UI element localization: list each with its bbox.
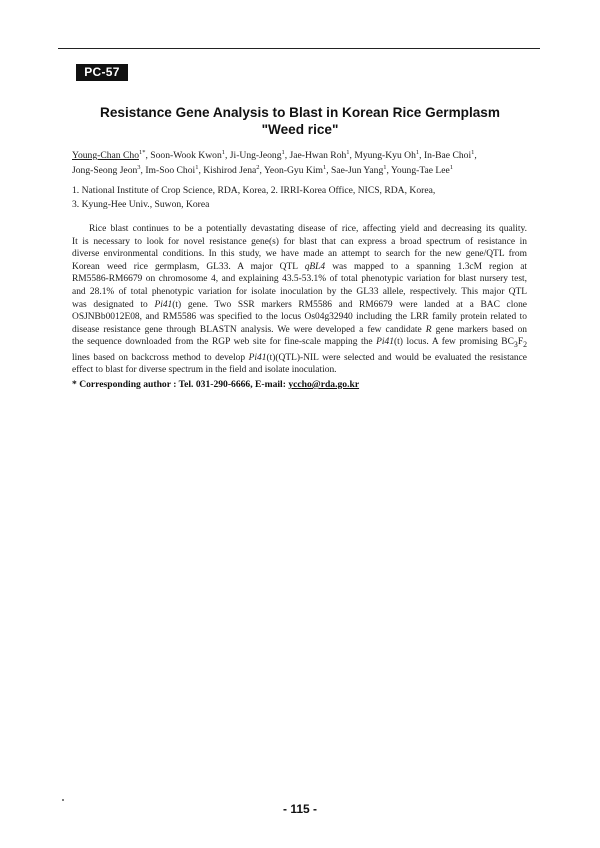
- author: In-Bae Choi$^1$: [423, 148, 475, 161]
- gene-symbol: R: [425, 324, 432, 335]
- author: Jong-Seong Jeon$^3$: [72, 163, 141, 176]
- abstract-line: the sequence downloaded from the RGP web site for fine-scale mapping the Pi41(t) locus. A few promising $BC_3F_2$: [72, 337, 527, 350]
- gene-name: Pi41: [248, 352, 267, 363]
- author: Soon-Wook Kwon$^1$: [150, 148, 225, 161]
- author: Im-Soo Choi$^1$: [145, 163, 199, 176]
- author: Sae-Jun Yang$^1$: [331, 163, 387, 176]
- top-rule: [58, 48, 540, 49]
- abstract-line: Korean weed rice germplasm, GL33. A major QTL qBL4 was mapped to a spanning 1.3cM region at: [72, 261, 528, 272]
- abstract-line: disease resistance gene through BLASTN analysis. We were developed a few candidate R gene markers based on: [72, 324, 528, 335]
- qtl-name: qBL4: [304, 261, 326, 272]
- abstract-body: [72, 223, 527, 377]
- abstract-line: OSJNBb0012E08, and RM5586 was specified to the locus Os04g32940 including the LRR family protein related to: [72, 312, 527, 323]
- abstract-line: RM5586-RM6679 on chromosome 4, and explaining 43.5-53.1% of total phenotypic variation for blast nursery test,: [72, 274, 527, 285]
- abstract-line: diverse environmental conditions. In this study, we have made an attempt to search for the new gene/QTL from: [72, 249, 527, 260]
- gene-name: Pi41: [376, 337, 394, 348]
- gene-name: Pi41: [154, 299, 173, 310]
- abstract-code-badge: PC-57: [76, 64, 128, 81]
- abstract-line: was designated to Pi41(t) gene. Two SSR markers RM5586 and RM6679 were landed at a BAC clone: [72, 299, 527, 310]
- author: Kishirod Jena$^2$: [203, 163, 260, 176]
- author: Yeon-Gyu Kim$^1$: [263, 163, 327, 176]
- corresponding-email[interactable]: yccho@rda.go.kr: [288, 379, 360, 390]
- author: Young-Tae Lee$^1$: [390, 163, 454, 176]
- abstract-line: effect to blast for diverse spectrum in the field and isolate inoculation.: [72, 365, 337, 376]
- author: Ji-Ung-Jeong$^1$: [229, 148, 285, 161]
- author-list: Young-Chan Cho$^{1*}$, Soon-Wook Kwon$^1$, Ji-Ung-Jeong$^1$, Jae-Hwan Roh$^1$, Myung-Kyu Oh$^1$, In-Bae Choi$^1$, Jong-Seong Jeon$^3$, Im-Soo Choi$^1$, Kishirod Jena$^2$, Yeon-Gyu Kim$^1$, Sae-Jun Yang$^1$, Young-Tae Lee$^1$: [72, 148, 477, 176]
- abstract-line: lines based on backcross method to develop Pi41(t)(QTL)-NIL were selected and would be evaluated the resistance: [72, 352, 528, 363]
- abstract-line: It is necessary to look for novel resistance gene(s) for blast that can express a broad spectrum of resistance in: [72, 236, 527, 247]
- abstract-line: and 28.1% of total phenotypic variation for isolate inoculation by the GL33 allele, respectively. This major QTL: [72, 286, 527, 297]
- author: Young-Chan Cho$^{1*}$: [72, 148, 146, 161]
- corresponding-label: * Corresponding author : Tel. 031-290-6666, E-mail:: [72, 379, 286, 390]
- title-line-2: "Weed rice": [261, 122, 339, 137]
- corresponding-author: [72, 378, 532, 392]
- title-line-1: Resistance Gene Analysis to Blast in Korean Rice Germplasm: [100, 105, 500, 120]
- author: Myung-Kyu Oh$^1$: [354, 148, 420, 161]
- page-number: - 115 -: [282, 802, 318, 816]
- affiliation-line-2: 3. Kyung-Hee Univ., Suwon, Korea: [72, 199, 210, 210]
- author: Jae-Hwan Roh$^1$: [289, 148, 350, 161]
- affiliations: [72, 184, 542, 212]
- paper-title: [60, 104, 540, 138]
- abstract-line: Rice blast continues to be a potentially devastating disease of rice, affecting yield and decreasing its quality.: [89, 224, 527, 234]
- scan-speck: [62, 799, 64, 801]
- affiliation-line-1: 1. National Institute of Crop Science, RDA, Korea, 2. IRRI-Korea Office, NICS, RDA, Korea,: [72, 185, 436, 196]
